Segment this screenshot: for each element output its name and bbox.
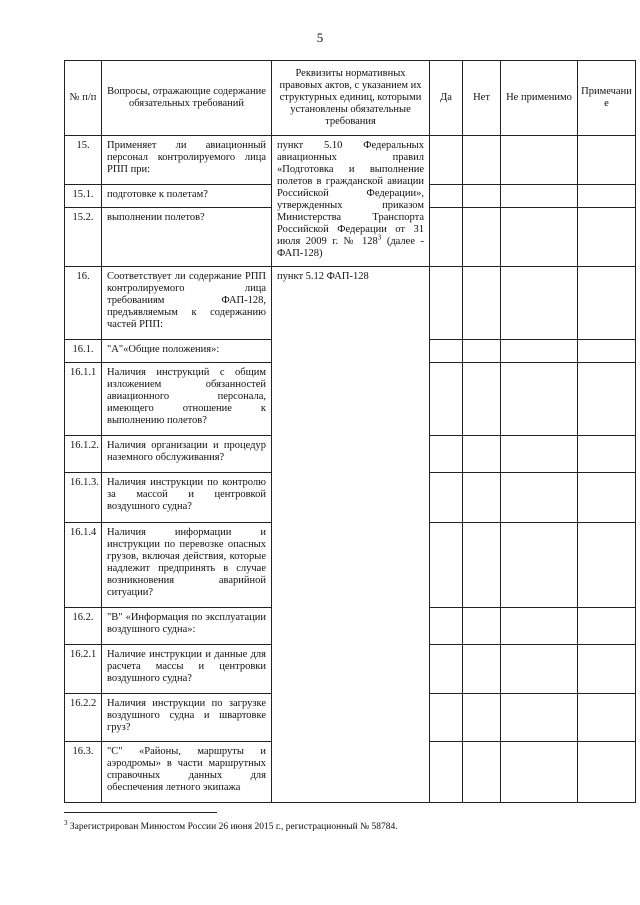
- row-num: 16.1.1: [65, 363, 102, 436]
- yes-cell[interactable]: [430, 208, 463, 267]
- row-num: 16.3.: [65, 742, 102, 803]
- row-num: 16.2.: [65, 608, 102, 645]
- yes-cell[interactable]: [430, 473, 463, 523]
- footnote-text: Зарегистрирован Минюстом России 26 июня 2015 г., регистрационный № 58784.: [67, 822, 398, 832]
- note-cell[interactable]: [578, 523, 636, 608]
- row-question: Применяет ли авиационный персонал контролируемого лица РПП при:: [102, 136, 272, 185]
- yes-cell[interactable]: [430, 267, 463, 340]
- row-num: 16.2.2: [65, 694, 102, 742]
- row-question: "А"«Общие положения»:: [102, 340, 272, 363]
- table-row: [65, 267, 636, 340]
- na-cell[interactable]: [501, 363, 578, 436]
- yes-cell[interactable]: [430, 608, 463, 645]
- yes-cell[interactable]: [430, 340, 463, 363]
- header-question: Вопросы, отражающие содержание обязательных требований: [102, 61, 272, 136]
- no-cell[interactable]: [463, 208, 501, 267]
- no-cell[interactable]: [463, 136, 501, 185]
- no-cell[interactable]: [463, 185, 501, 208]
- row-question: выполнении полетов?: [102, 208, 272, 267]
- na-cell[interactable]: [501, 645, 578, 694]
- row-num: 15.: [65, 136, 102, 185]
- row-question: Наличия информации и инструкции по перевозке опасных грузов, включая действия, которые надлежит предпринять в случае возникновения аварийной ситуации?: [102, 523, 272, 608]
- row-question: подготовке к полетам?: [102, 185, 272, 208]
- note-cell[interactable]: [578, 694, 636, 742]
- no-cell[interactable]: [463, 267, 501, 340]
- footnote-marker: 3: [64, 818, 68, 827]
- na-cell[interactable]: [501, 208, 578, 267]
- header-not-applicable: Не применимо: [501, 61, 578, 136]
- footnote-ref: 3: [377, 233, 382, 242]
- note-cell[interactable]: [578, 136, 636, 185]
- row-question: "С" «Районы, маршруты и аэродромы» в части маршрутных справочных данных для обеспечения летного экипажа: [102, 742, 272, 803]
- yes-cell[interactable]: [430, 742, 463, 803]
- row-question: Наличия инструкции по загрузке воздушного судна и швартовке груз?: [102, 694, 272, 742]
- no-cell[interactable]: [463, 436, 501, 473]
- na-cell[interactable]: [501, 523, 578, 608]
- note-cell[interactable]: [578, 267, 636, 340]
- no-cell[interactable]: [463, 608, 501, 645]
- row-num: 16.2.1: [65, 645, 102, 694]
- row-question: Наличие инструкции и данные для расчета массы и центровки воздушного судна?: [102, 645, 272, 694]
- no-cell[interactable]: [463, 742, 501, 803]
- note-cell[interactable]: [578, 436, 636, 473]
- na-cell[interactable]: [501, 608, 578, 645]
- na-cell[interactable]: [501, 742, 578, 803]
- yes-cell[interactable]: [430, 363, 463, 436]
- yes-cell[interactable]: [430, 185, 463, 208]
- na-cell[interactable]: [501, 436, 578, 473]
- row-num: 16.: [65, 267, 102, 340]
- na-cell[interactable]: [501, 340, 578, 363]
- row-num: 16.1.3.: [65, 473, 102, 523]
- row-num: 16.1.2.: [65, 436, 102, 473]
- yes-cell[interactable]: [430, 436, 463, 473]
- no-cell[interactable]: [463, 340, 501, 363]
- row-num: 15.2.: [65, 208, 102, 267]
- row-question: Наличия инструкций с общим изложением обязанностей авиационного персонала, имеющего отношение к выполнению полетов?: [102, 363, 272, 436]
- header-requisites: Реквизиты нормативных правовых актов, с указанием их структурных единиц, которыми установлены обязательные требования: [272, 61, 430, 136]
- na-cell[interactable]: [501, 694, 578, 742]
- row-question: Наличия инструкции по контролю за массой и центровкой воздушного судна?: [102, 473, 272, 523]
- row-num: 16.1.: [65, 340, 102, 363]
- no-cell[interactable]: [463, 523, 501, 608]
- note-cell[interactable]: [578, 340, 636, 363]
- requisites-tail: (далее - ФАП-128): [277, 236, 424, 259]
- table-header-row: [65, 61, 636, 136]
- note-cell[interactable]: [578, 208, 636, 267]
- no-cell[interactable]: [463, 363, 501, 436]
- header-yes: Да: [430, 61, 463, 136]
- page-number: 5: [316, 30, 324, 45]
- yes-cell[interactable]: [430, 694, 463, 742]
- row-question: Наличия организации и процедур наземного обслуживания?: [102, 436, 272, 473]
- note-cell[interactable]: [578, 473, 636, 523]
- na-cell[interactable]: [501, 473, 578, 523]
- requisites-cell: пункт 5.12 ФАП-128: [272, 267, 430, 803]
- no-cell[interactable]: [463, 473, 501, 523]
- no-cell[interactable]: [463, 645, 501, 694]
- row-question: "В" «Информация по эксплуатации воздушного судна»:: [102, 608, 272, 645]
- row-num: 15.1.: [65, 185, 102, 208]
- requisites-text: пункт 5.10 Федеральных авиационных правил «Подготовка и выполнение полетов в гражданской авиации Российской Федерации», утвержденных приказом Министерства Транспорта Российской Федерации от 31 июля 2009 г. № 128: [277, 140, 424, 247]
- note-cell[interactable]: [578, 742, 636, 803]
- header-no: Нет: [463, 61, 501, 136]
- yes-cell[interactable]: [430, 136, 463, 185]
- footnote-divider: [64, 812, 217, 813]
- footnote: [64, 818, 398, 832]
- requisites-cell: [272, 136, 430, 267]
- no-cell[interactable]: [463, 694, 501, 742]
- note-cell[interactable]: [578, 185, 636, 208]
- na-cell[interactable]: [501, 136, 578, 185]
- table-row: [65, 136, 636, 185]
- na-cell[interactable]: [501, 267, 578, 340]
- note-cell[interactable]: [578, 363, 636, 436]
- note-cell[interactable]: [578, 645, 636, 694]
- row-question: Соответствует ли содержание РПП контролируемого лица требованиям ФАП-128, предъявляемым к содержанию частей РПП:: [102, 267, 272, 340]
- note-cell[interactable]: [578, 608, 636, 645]
- requirements-checklist-table: [64, 60, 636, 803]
- yes-cell[interactable]: [430, 645, 463, 694]
- na-cell[interactable]: [501, 185, 578, 208]
- yes-cell[interactable]: [430, 523, 463, 608]
- row-num: 16.1.4: [65, 523, 102, 608]
- header-num: № п/п: [65, 61, 102, 136]
- header-note: Примечание: [578, 61, 636, 136]
